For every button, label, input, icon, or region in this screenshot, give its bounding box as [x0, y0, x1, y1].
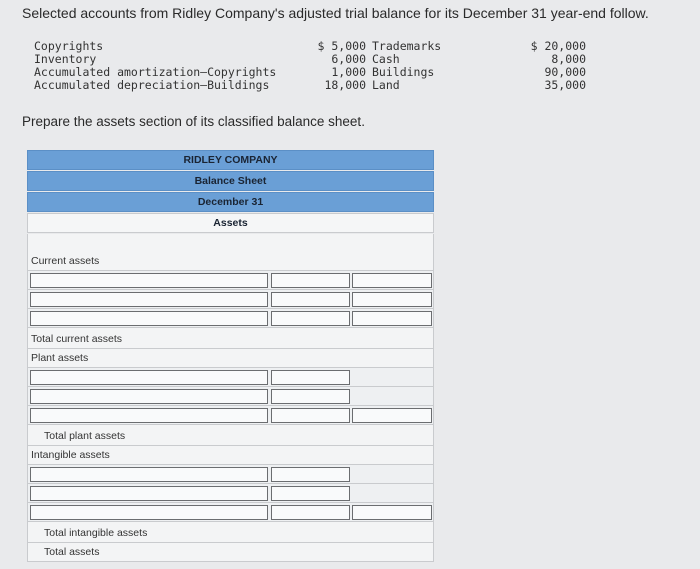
entry-row — [27, 503, 434, 522]
statement-date: December 31 — [27, 192, 434, 212]
account-amount: $ 20,000 — [530, 39, 586, 53]
entry-row — [27, 271, 434, 290]
section-heading: Assets — [27, 213, 434, 233]
account-name: Copyrights — [34, 39, 104, 53]
account-amount: 35,000 — [544, 78, 586, 92]
account-amount: 6,000 — [331, 52, 366, 66]
company-name: RIDLEY COMPANY — [27, 150, 434, 170]
current-assets-label: Current assets — [31, 255, 100, 267]
total-intangible-assets-row — [27, 522, 434, 543]
instructions: Prepare the assets section of its classified balance sheet. — [22, 114, 365, 129]
account-input[interactable] — [30, 505, 268, 520]
account-amount: 90,000 — [544, 65, 586, 79]
total-input[interactable] — [352, 292, 432, 307]
account-row — [34, 79, 594, 92]
amount-input[interactable] — [271, 311, 350, 326]
account-input[interactable] — [30, 486, 268, 501]
amount-input[interactable] — [271, 292, 350, 307]
entry-row — [27, 406, 434, 425]
entry-row — [27, 465, 434, 484]
account-amount: 18,000 — [324, 78, 366, 92]
entry-row — [27, 368, 434, 387]
problem-intro: Selected accounts from Ridley Company's adjusted trial balance for its December 31 year-end follow. — [22, 5, 649, 21]
total-input[interactable] — [352, 311, 432, 326]
current-assets-row — [27, 234, 434, 271]
amount-input[interactable] — [271, 273, 350, 288]
account-name: Cash — [372, 52, 400, 66]
total-input[interactable] — [352, 505, 432, 520]
account-input[interactable] — [30, 370, 268, 385]
total-input[interactable] — [352, 273, 432, 288]
amount-input[interactable] — [271, 505, 350, 520]
amount-input[interactable] — [271, 370, 350, 385]
total-assets-label: Total assets — [44, 546, 100, 558]
account-row — [34, 40, 594, 53]
balance-sheet-form — [27, 150, 434, 562]
total-plant-assets-row — [27, 425, 434, 446]
account-input[interactable] — [30, 311, 268, 326]
plant-assets-label: Plant assets — [31, 352, 89, 364]
account-input[interactable] — [30, 408, 268, 423]
entry-row — [27, 309, 434, 328]
account-input[interactable] — [30, 273, 268, 288]
entry-row — [27, 484, 434, 503]
total-intangible-assets-label: Total intangible assets — [44, 527, 148, 539]
account-name: Trademarks — [372, 39, 442, 53]
intangible-assets-row — [27, 446, 434, 465]
total-assets-row — [27, 543, 434, 562]
entry-row — [27, 387, 434, 406]
account-name: Land — [372, 78, 400, 92]
amount-input[interactable] — [271, 408, 350, 423]
account-list — [34, 40, 594, 92]
intangible-assets-label: Intangible assets — [31, 449, 110, 461]
plant-assets-row — [27, 349, 434, 368]
account-name: Buildings — [372, 65, 435, 79]
total-current-assets-row — [27, 328, 434, 349]
amount-input[interactable] — [271, 389, 350, 404]
account-name: Inventory — [34, 52, 97, 66]
total-input[interactable] — [352, 408, 432, 423]
account-input[interactable] — [30, 389, 268, 404]
account-name: Accumulated depreciation—Buildings — [34, 78, 270, 92]
statement-title: Balance Sheet — [27, 171, 434, 191]
account-name: Accumulated amortization—Copyrights — [34, 65, 277, 79]
amount-input[interactable] — [271, 486, 350, 501]
total-plant-assets-label: Total plant assets — [44, 430, 126, 442]
account-amount: 1,000 — [331, 65, 366, 79]
account-amount: $ 5,000 — [317, 39, 366, 53]
total-current-assets-label: Total current assets — [31, 333, 123, 345]
account-amount: 8,000 — [551, 52, 586, 66]
entry-row — [27, 290, 434, 309]
amount-input[interactable] — [271, 467, 350, 482]
account-input[interactable] — [30, 467, 268, 482]
account-input[interactable] — [30, 292, 268, 307]
